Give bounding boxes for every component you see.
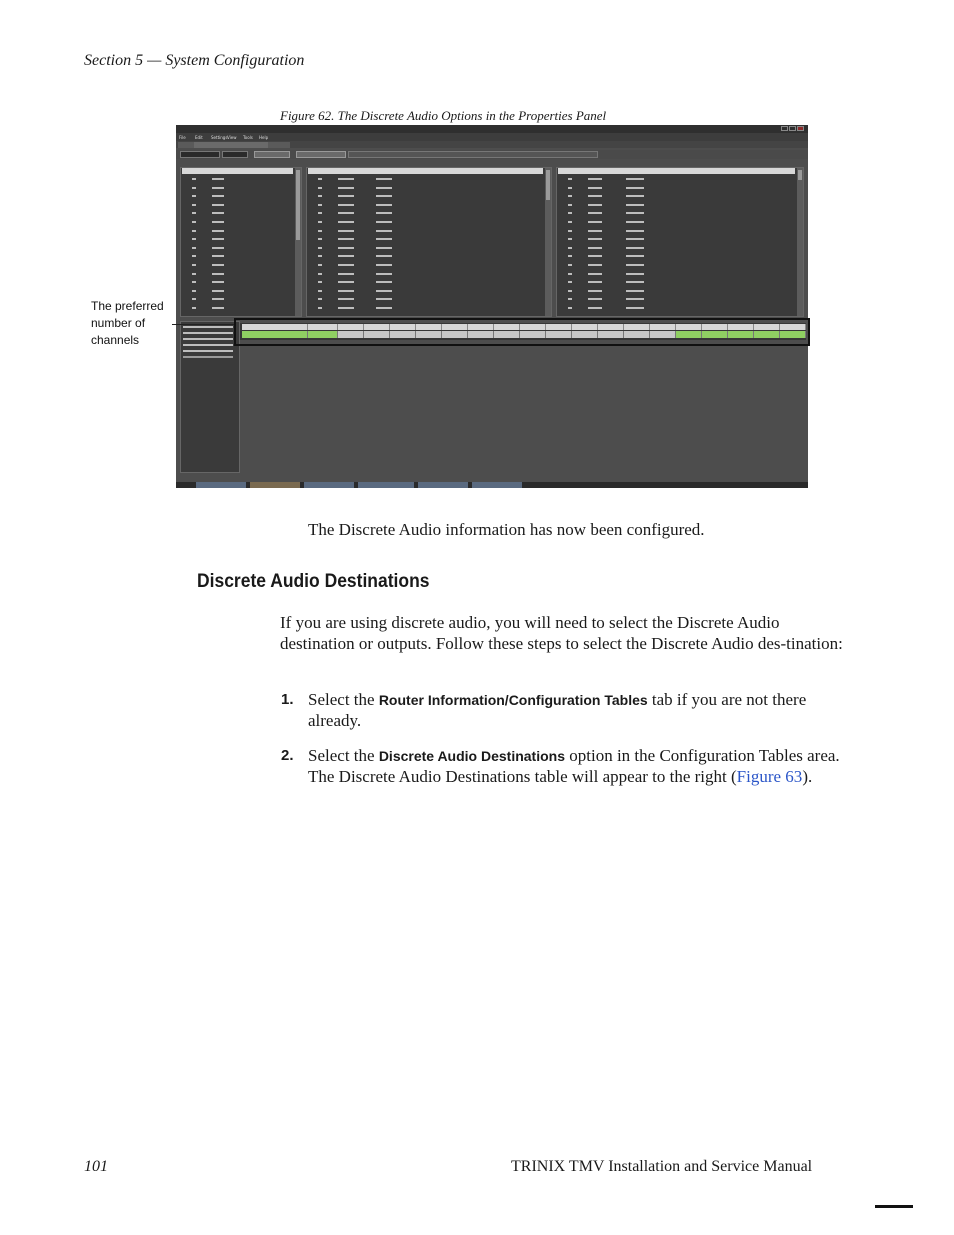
step-2-pre: Select the xyxy=(308,746,379,765)
table-row xyxy=(308,244,543,252)
table-row xyxy=(308,235,543,243)
table-row xyxy=(558,235,795,243)
table-row xyxy=(308,261,543,269)
figure-caption: Figure 62. The Discrete Audio Options in the Properties Panel xyxy=(280,108,607,123)
callout-highlight-box xyxy=(234,318,810,346)
app-menubar xyxy=(176,133,808,141)
table-row xyxy=(308,252,543,260)
table-row xyxy=(308,218,543,226)
step-1-ui-reference: Router Information/Configuration Tables xyxy=(378,692,648,708)
table-row xyxy=(308,227,543,235)
sources-header xyxy=(308,168,543,174)
configuration-tables-list xyxy=(180,321,240,473)
table-row xyxy=(308,192,543,200)
get-config-button xyxy=(254,151,290,158)
destinations-panel xyxy=(556,167,804,317)
step-1-text xyxy=(308,690,848,731)
maximize-icon xyxy=(789,126,796,131)
levels-header xyxy=(182,168,293,174)
table-row xyxy=(182,209,293,217)
table-row xyxy=(308,270,543,278)
callout-label: The preferred number of channels xyxy=(91,299,164,347)
config-list-item xyxy=(183,344,233,346)
table-row xyxy=(558,209,795,217)
table-row xyxy=(182,184,293,192)
destinations-header xyxy=(558,168,795,174)
table-row xyxy=(558,192,795,200)
app-titlebar xyxy=(176,125,808,133)
menu-item: Settings xyxy=(211,135,228,140)
table-row xyxy=(182,175,293,183)
menu-item: Edit xyxy=(195,135,203,140)
step-2-ui-reference: Discrete Audio Destinations xyxy=(378,748,565,764)
table-row xyxy=(182,287,293,295)
running-head: Section 5 — System Configuration xyxy=(84,52,305,69)
close-icon xyxy=(797,126,804,131)
table-row xyxy=(182,261,293,269)
table-row xyxy=(182,304,293,312)
table-row xyxy=(308,287,543,295)
step-2-post: option in the Configuration Tables area. The Discrete Audio Destinations table will appear to the right ( xyxy=(308,746,840,786)
app-toolbar xyxy=(176,150,808,159)
table-row xyxy=(182,244,293,252)
table-row xyxy=(182,270,293,278)
step-1-post: tab if you are not there already. xyxy=(308,690,807,730)
section-heading: Discrete Audio Destinations xyxy=(197,571,430,592)
config-list-item xyxy=(183,350,233,352)
table-row xyxy=(558,278,795,286)
footer-rule xyxy=(875,1205,913,1208)
callout-leader-line xyxy=(172,324,234,325)
table-row xyxy=(182,192,293,200)
config-list-item xyxy=(183,326,233,328)
step-1-pre: Select the xyxy=(308,690,379,709)
table-row xyxy=(308,175,543,183)
step-2-text xyxy=(308,746,848,787)
footer-manual-title: TRINIX TMV Installation and Service Manual xyxy=(511,1158,813,1175)
table-row xyxy=(308,209,543,217)
step-2-number: 2. xyxy=(281,747,294,764)
table-row xyxy=(558,270,795,278)
table-row xyxy=(182,201,293,209)
table-row xyxy=(558,227,795,235)
menu-item: Help xyxy=(259,135,269,140)
menu-item: File xyxy=(179,135,186,140)
table-row xyxy=(558,184,795,192)
intro-paragraph: If you are using discrete audio, you will need to select the Discrete Audio destination or outputs. Follow these steps to select the Discrete Audio des-tination: xyxy=(280,613,843,653)
save-config-button xyxy=(296,151,346,158)
table-row xyxy=(558,261,795,269)
table-row xyxy=(308,278,543,286)
status-path xyxy=(348,151,598,158)
table-row xyxy=(558,201,795,209)
step-2-tail: ). xyxy=(802,766,813,786)
table-row xyxy=(558,218,795,226)
table-row xyxy=(308,201,543,209)
table-row xyxy=(182,295,293,303)
page-number: 101 xyxy=(84,1158,108,1175)
table-row xyxy=(558,304,795,312)
table-row xyxy=(182,235,293,243)
config-list-item xyxy=(183,332,233,334)
table-row xyxy=(558,244,795,252)
figure-63-link[interactable]: Figure 63 xyxy=(736,766,803,786)
taskbar xyxy=(176,482,808,488)
tab-other xyxy=(268,142,290,148)
table-row xyxy=(182,252,293,260)
minimize-icon xyxy=(781,126,788,131)
menu-item: Tools xyxy=(243,135,253,140)
tab-router-info xyxy=(194,142,270,148)
table-row xyxy=(308,184,543,192)
table-row xyxy=(182,218,293,226)
table-row xyxy=(558,295,795,303)
table-row xyxy=(558,175,795,183)
table-row xyxy=(308,295,543,303)
configured-paragraph: The Discrete Audio information has now been configured. xyxy=(308,520,705,539)
levels-panel xyxy=(180,167,302,317)
table-row xyxy=(308,304,543,312)
ip-address-field xyxy=(222,151,248,158)
ip-address-label xyxy=(180,151,220,158)
step-1-number: 1. xyxy=(281,691,294,708)
config-list-item xyxy=(183,356,233,358)
table-row xyxy=(182,227,293,235)
tab-general xyxy=(178,142,194,148)
table-row xyxy=(182,278,293,286)
config-list-item xyxy=(183,338,233,340)
menu-item: View xyxy=(227,135,237,140)
table-row xyxy=(558,252,795,260)
empty-work-area xyxy=(240,341,806,481)
app-tabs xyxy=(176,141,808,148)
table-row xyxy=(558,287,795,295)
figure-screenshot xyxy=(176,125,808,488)
sources-panel xyxy=(306,167,552,317)
